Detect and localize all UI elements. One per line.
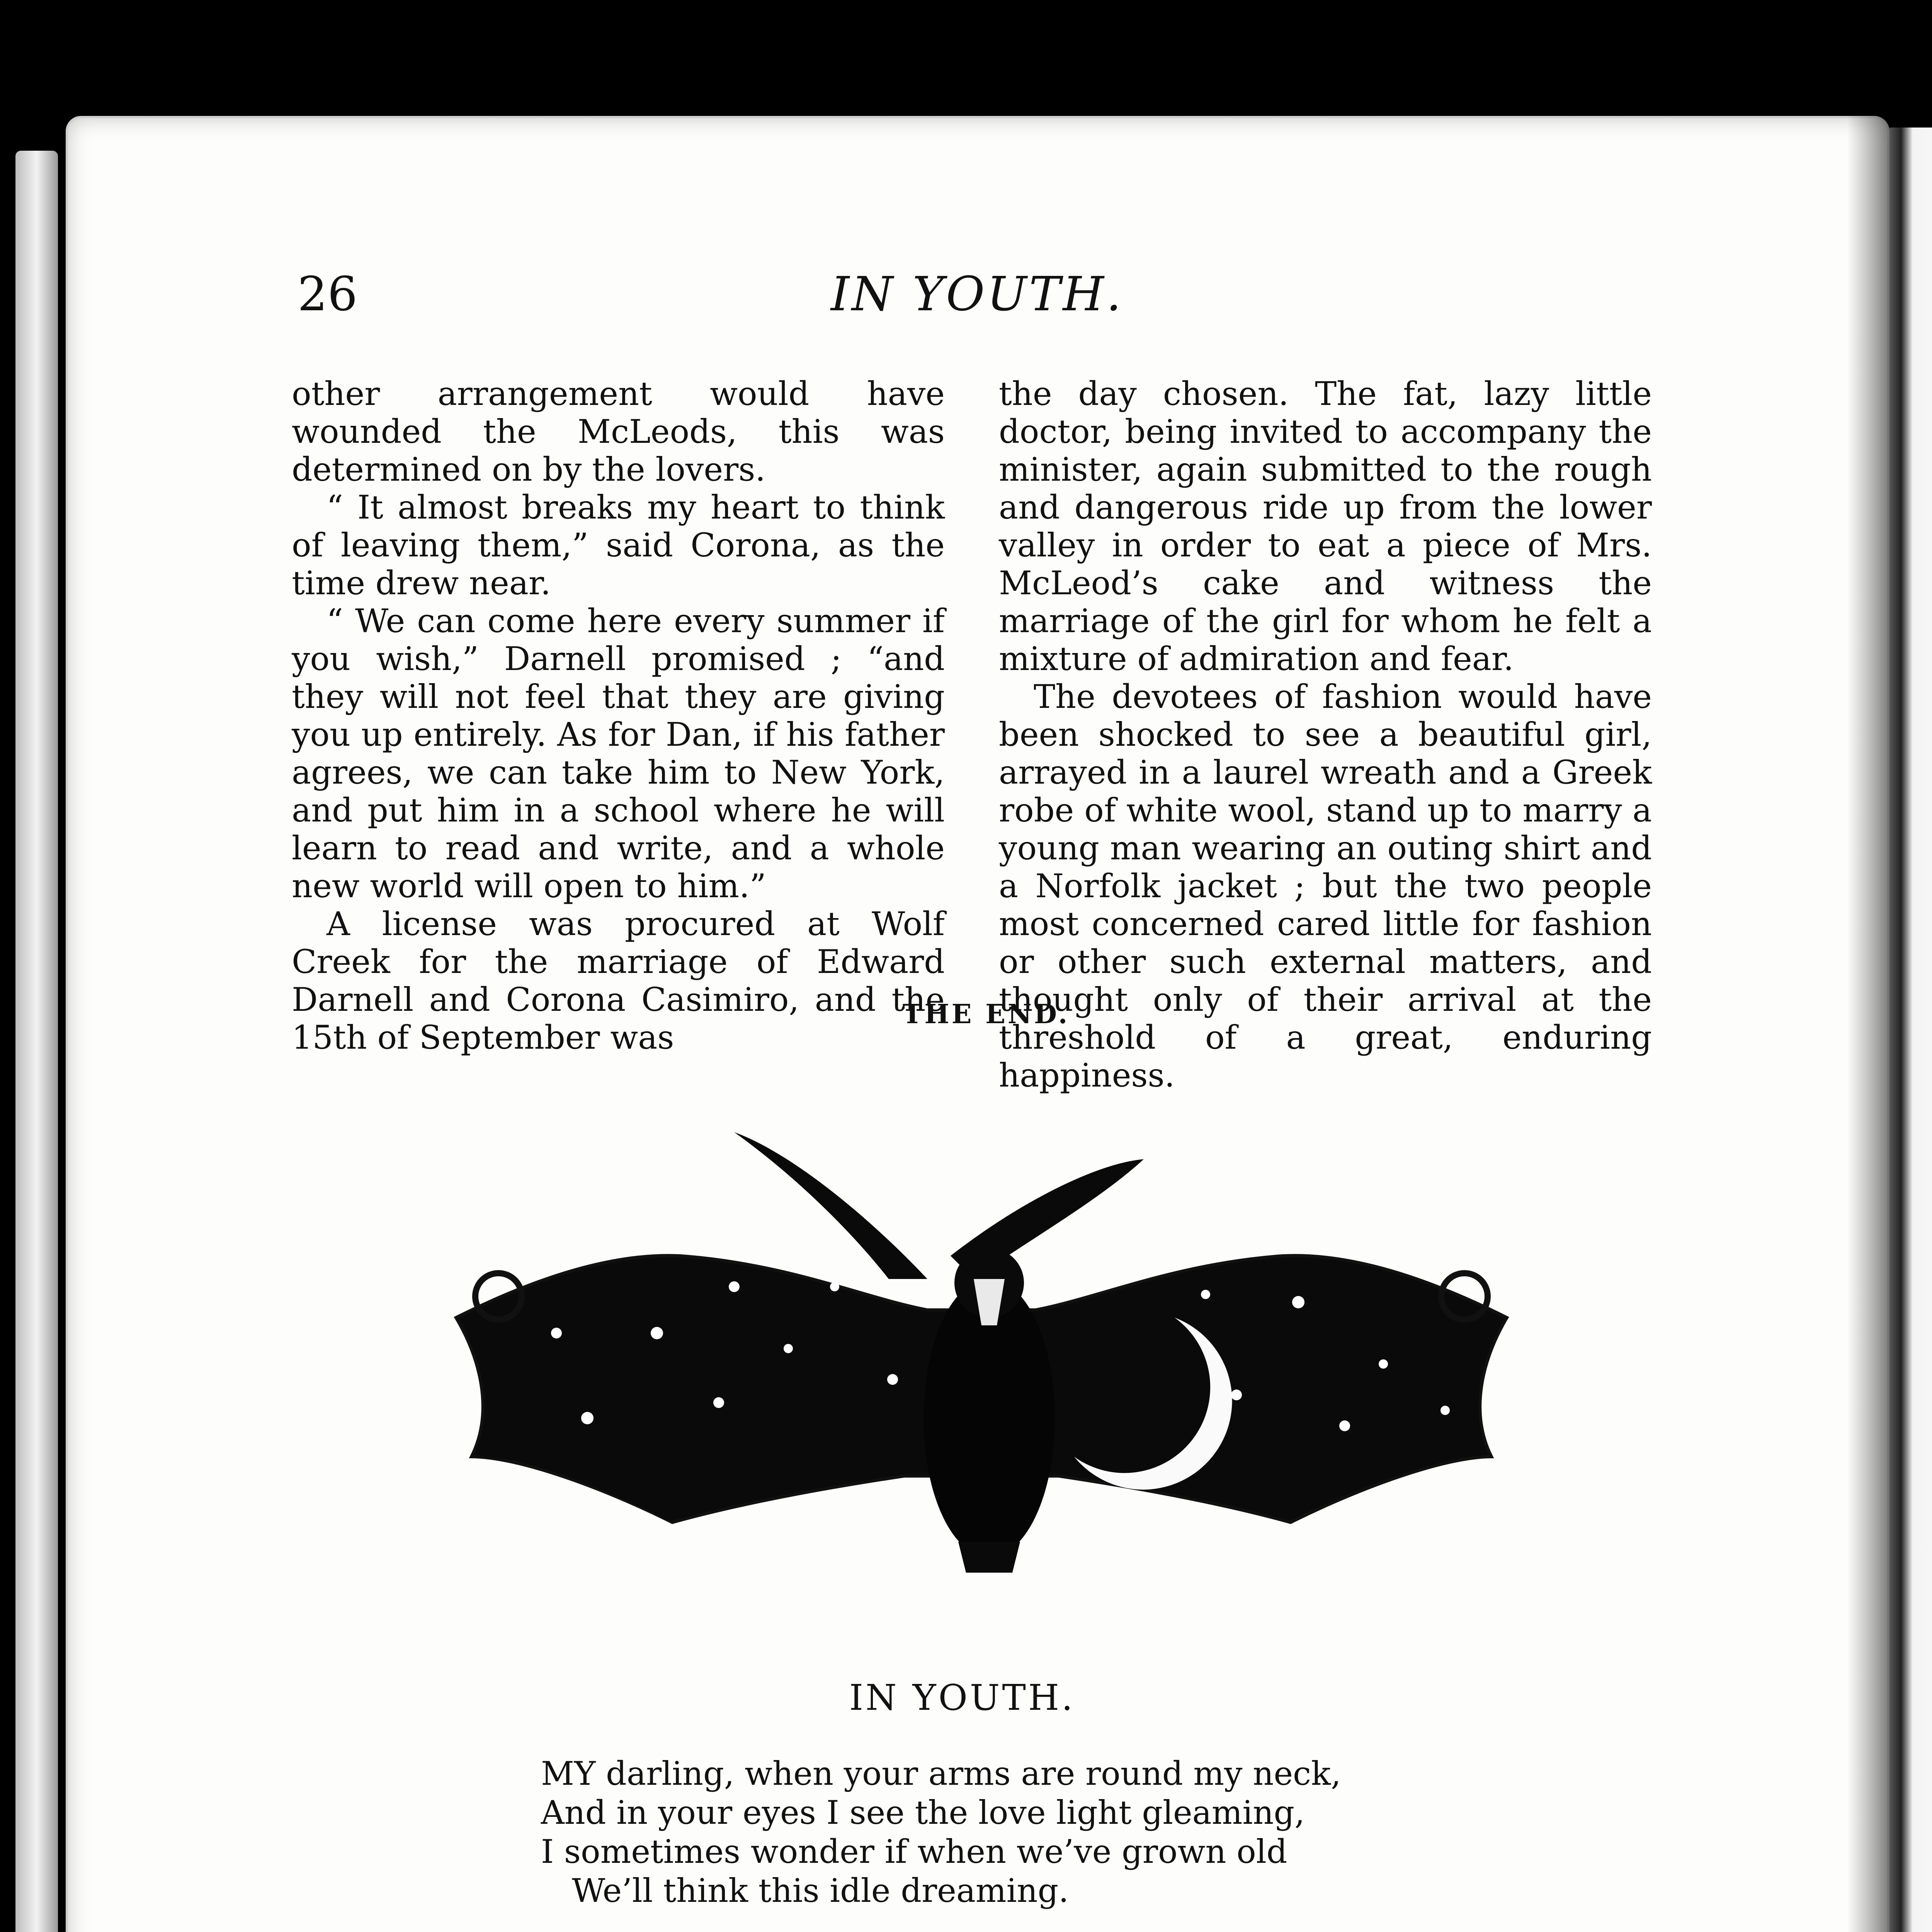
the-end-mark: THE END.	[902, 999, 1070, 1030]
poem-stanza	[541, 1754, 1623, 1910]
poem-line: I sometimes wonder if when we’ve grown old	[541, 1833, 1287, 1871]
story-paragraph: the day chosen. The fat, lazy little doctor, being invited to accompany the minister, again submitted to the rough and dangerous ride up from the lower valley in order to eat a piece of Mrs. McLeod’s cake and witness the marriage of the girl for whom he felt a mixture of admiration and fear.	[999, 375, 1652, 678]
story-left-column	[292, 375, 945, 1056]
poem-body	[541, 1754, 1623, 1932]
story-paragraph: A license was procured at Wolf Creek for the marriage of Edward Darnell and Corona Casimiro, and the 15th of September was	[292, 905, 945, 1056]
poem-line: MY darling, when your arms are round my neck,	[541, 1755, 1341, 1793]
poem-line: We’ll think this idle dreaming.	[572, 1872, 1069, 1910]
story-right-column	[999, 375, 1652, 1094]
story-paragraph: “ We can come here every summer if you wish,” Darnell promised ; “and they will not feel that they are giving you up entirely. As for Dan, if his father agrees, we can take him to New York, and put him in a school where he will learn to read and write, and a whole new world will open to him.”	[292, 602, 945, 905]
story-paragraph: other arrangement would have wounded the McLeods, this was determined on by the lovers.	[292, 375, 945, 488]
page-number: 26	[298, 267, 358, 321]
running-head: IN YOUTH.	[831, 267, 1124, 321]
bat-illustration-icon	[440, 1117, 1522, 1596]
poem-line: And in your eyes I see the love light gleaming,	[541, 1794, 1305, 1832]
book-left-edge	[15, 151, 58, 1932]
poem-title: IN YOUTH.	[849, 1677, 1075, 1718]
story-paragraph: “ It almost breaks my heart to think of leaving them,” said Corona, as the time drew near.	[292, 488, 945, 602]
story-paragraph: The devotees of fashion would have been shocked to see a beautiful girl, arrayed in a laurel wreath and a Greek robe of white wool, stand up to marry a young man wearing an outing shirt and a Norfolk jacket ; but the two people most concerned cared little for fashion or other such external matters, and thought only of their arrival at the threshold of a great, enduring happiness.	[999, 678, 1652, 1094]
book-right-edge	[1889, 128, 1932, 1932]
